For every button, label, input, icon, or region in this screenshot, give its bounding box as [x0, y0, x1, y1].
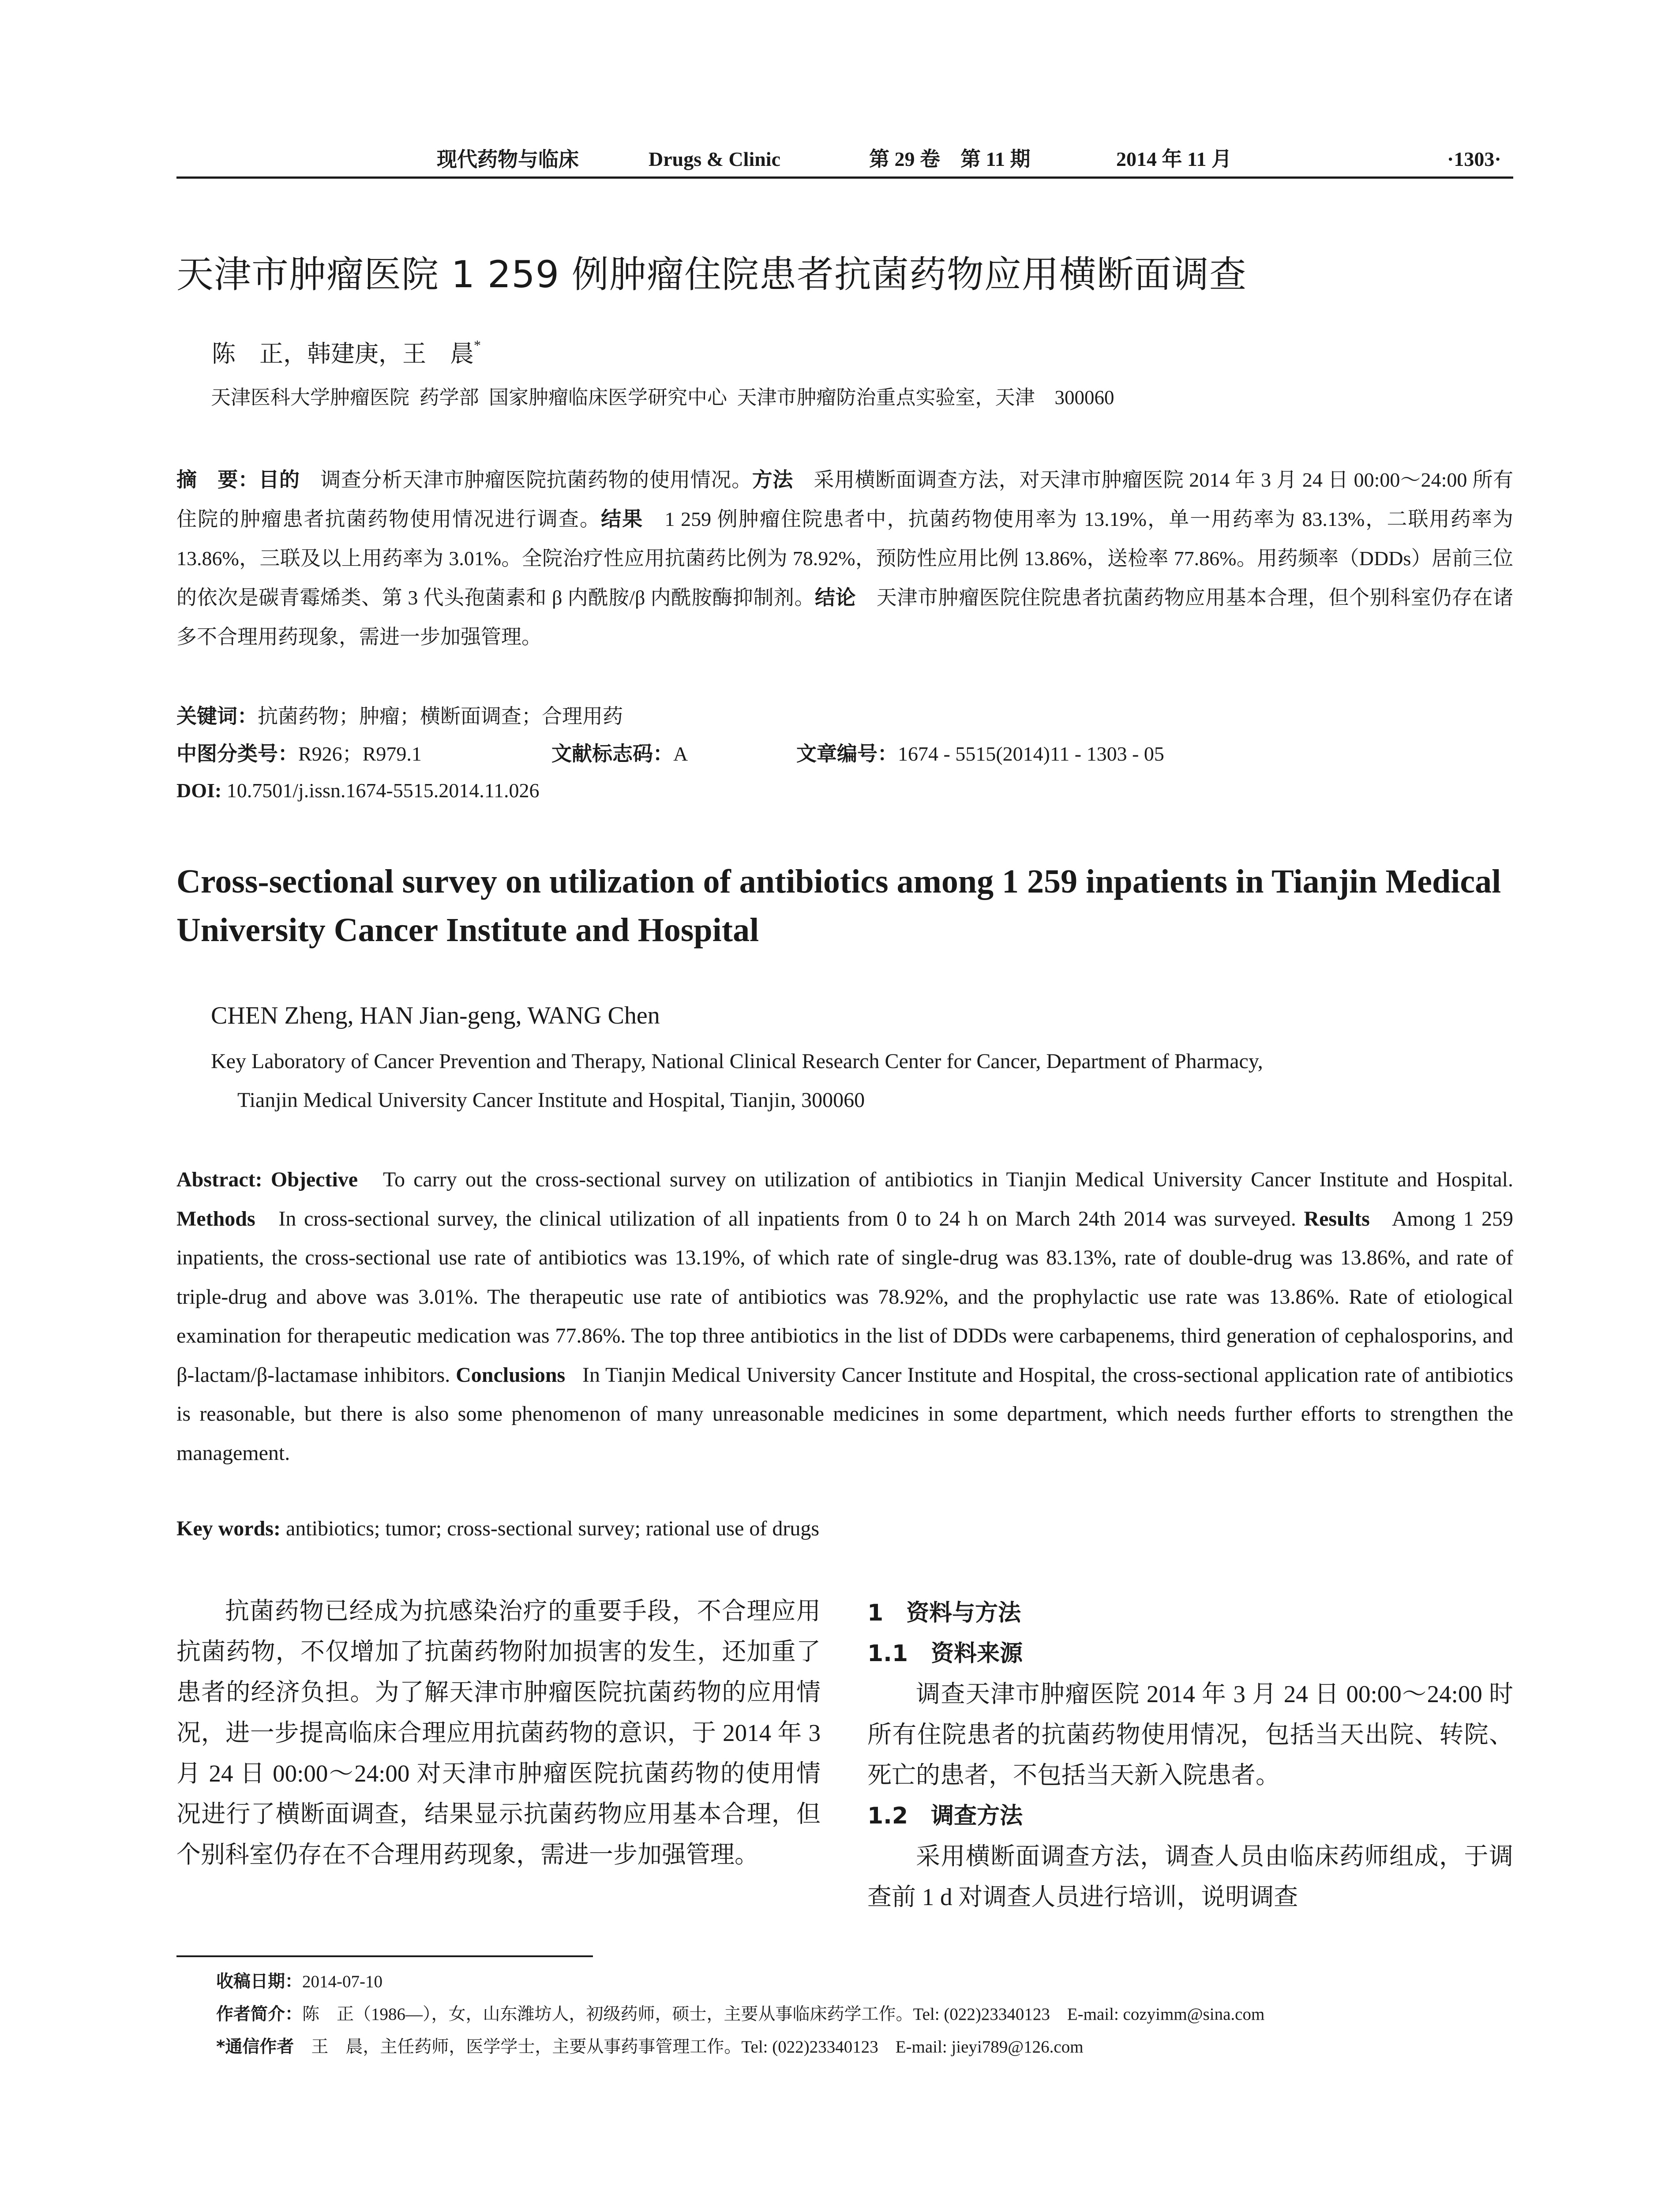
conclusions-en-text: In Tianjin Medical University Cancer Institute and Hospital, the cross-sectional application rate of antibiotics is reasonable, but there is also some phenomenon of many unreasonable medicines in some department, which needs further efforts to strengthen the management.: [176, 1363, 1514, 1465]
results-en-label: Results: [1304, 1207, 1370, 1231]
doi-value: 10.7501/j.issn.1674-5515.2014.11.026: [226, 779, 540, 802]
affiliation-en-line2: Tianjin Medical University Cancer Institute and Hospital, Tianjin, 300060: [237, 1088, 865, 1112]
authors-en: CHEN Zheng, HAN Jian-geng, WANG Chen: [211, 1002, 660, 1029]
footnote-received: [216, 1966, 1513, 1998]
corresponding-text: 王 晨，主任药师，医学学士，主要从事药事管理工作。Tel: (022)23340123 E-mail: jieyi789@126.com: [311, 2037, 1084, 2056]
results-cn-text: 1 259 例肿瘤住院患者中，抗菌药物使用率为 13.19%，单一用药率为 83.13%，二联用药率为 13.86%，三联及以上用药率为 3.01%。全院治疗性应用抗菌药比例为 78.92%，预防性应用比例 13.86%，送检率 77.86%。用药频率（DDDs）居前三位的依次是碳青霉烯类、第 3 代头孢菌素和 β 内酰胺/β 内酰胺酶抑制剂。: [176, 508, 1514, 609]
doc-code-label: 文献标志码：: [551, 742, 673, 765]
methods-en-text: In cross-sectional survey, the clinical utilization of all inpatients from 0 to 24 h on March 24th 2014 was surveyed.: [278, 1207, 1296, 1231]
keywords-en: [176, 1511, 819, 1546]
classification-line: [176, 736, 1513, 771]
footnote-corresponding: [216, 2031, 1513, 2063]
section-1-2-heading: 1.2 调查方法: [867, 1803, 1023, 1829]
page-number: ·1303·: [1447, 148, 1501, 170]
footnote-rule: [176, 1955, 593, 1957]
abstract-cn: [176, 460, 1513, 657]
author-bio-label: 作者简介：: [216, 2004, 303, 2024]
affiliation-cn: 天津医科大学肿瘤医院 药学部 国家肿瘤临床医学研究中心 天津市肿瘤防治重点实验室，天津 300060: [211, 386, 1114, 409]
authors-cn: [212, 336, 481, 371]
article-no-block: [796, 736, 1164, 772]
volume-issue: 第 29 卷 第 11 期: [869, 148, 1031, 170]
received-date: 2014-07-10: [302, 1972, 382, 1991]
doc-code-value: A: [673, 743, 688, 765]
article-no-label: 文章编号：: [796, 742, 898, 765]
journal-name-en: Drugs & Clinic: [649, 148, 780, 170]
conclusions-en-label: Conclusions: [456, 1363, 566, 1387]
abstract-en-label: Abstract:: [176, 1168, 262, 1191]
abstract-en: [176, 1160, 1513, 1473]
doc-code-block: [551, 736, 688, 772]
article-title-cn: 天津市肿瘤医院 1 259 例肿瘤住院患者抗菌药物应用横断面调查: [176, 253, 1247, 296]
clc-value: R926；R979.1: [298, 743, 422, 765]
article-no-value: 1674 - 5515(2014)11 - 1303 - 05: [898, 743, 1164, 765]
conclusions-cn-label: 结论: [815, 585, 856, 609]
author-bio-text: 陈 正（1986—），女，山东潍坊人，初级药师，硕士，主要从事临床药学工作。Tel: (022)23340123 E-mail: cozyimm@sina.com: [302, 2005, 1265, 2024]
keywords-en-text: antibiotics; tumor; cross-sectional survey; rational use of drugs: [285, 1517, 820, 1540]
journal-name-cn: 现代药物与临床: [437, 147, 579, 171]
keywords-cn-text: 抗菌药物；肿瘤；横断面调查；合理用药: [258, 705, 623, 728]
keywords-en-label: Key words:: [176, 1517, 281, 1540]
body-right-column: [867, 1593, 1513, 1917]
received-label: 收稿日期：: [216, 1972, 303, 1992]
intro-paragraph: 抗菌药物已经成为抗感染治疗的重要手段，不合理应用抗菌药物，不仅增加了抗菌药物附加损害的发生，还加重了患者的经济负担。为了解天津市肿瘤医院抗菌药物的应用情况，进一步提高临床合理应用抗菌药物的意识，于 2014 年 3 月 24 日 00:00～24:00 对天津市肿瘤医院抗菌药物的使用情况进行了横断面调查，结果显示抗菌药物应用基本合理，但个别科室仍存在不合理用药现象，需进一步加强管理。: [176, 1598, 821, 1868]
abstract-cn-label: 摘 要：: [176, 468, 259, 491]
footnote-author: [216, 1998, 1513, 2031]
objective-cn-label: 目的: [259, 468, 300, 491]
header-rule: [176, 176, 1513, 179]
keywords-cn-label: 关键词：: [176, 704, 258, 728]
section-1-heading: 1 资料与方法: [867, 1600, 1021, 1626]
methods-en-label: Methods: [176, 1207, 255, 1231]
results-en-text: Among 1 259 inpatients, the cross-sectional use rate of antibiotics was 13.19%, of which rate of single-drug was 83.13%, rate of double-drug was 13.86%, and rate of triple-drug and above was 3.01%. The therapeutic use rate of antibiotics was 78.92%, and the prophylactic use rate was 13.86%. Rate of etiological examination for therapeutic medication was 77.86%. The top three antibiotics in the list of DDDs were carbapenems, third generation of cephalosporins, and β-lactam/β-lactamase inhibitors.: [176, 1207, 1514, 1387]
body-left-column: [176, 1591, 821, 1875]
issue-date: 2014 年 11 月: [1116, 148, 1232, 170]
authors-cn-names: 陈 正，韩建庚，王 晨: [212, 341, 474, 367]
corresponding-mark: *: [474, 337, 481, 353]
running-header: [176, 144, 1513, 175]
section-1-1-heading: 1.1 资料来源: [867, 1640, 1023, 1667]
methods-cn-text: 采用横断面调查方法，对天津市肿瘤医院 2014 年 3 月 24 日 00:00～24:00 所有住院的肿瘤患者抗菌药物使用情况进行调查。: [176, 469, 1514, 530]
corresponding-label: *通信作者: [216, 2037, 294, 2057]
conclusions-cn-text: 天津市肿瘤医院住院患者抗菌药物应用基本合理，但个别科室仍存在诸多不合理用药现象，需进一步加强管理。: [176, 586, 1514, 648]
section-1-1-paragraph: 调查天津市肿瘤医院 2014 年 3 月 24 日 00:00～24:00 时所有住院患者的抗菌药物使用情况，包括当天出院、转院、死亡的患者，不包括当天新入院患者。: [867, 1681, 1513, 1789]
doi-line: [176, 773, 540, 808]
keywords-cn: [176, 698, 623, 734]
affiliation-en-line1: Key Laboratory of Cancer Prevention and Therapy, National Clinical Research Center for Cancer, Department of Pharmacy,: [211, 1050, 1263, 1073]
methods-cn-label: 方法: [752, 468, 793, 491]
affiliation-en: [211, 1042, 1513, 1120]
section-1-2-paragraph: 采用横断面调查方法，调查人员由临床药师组成，于调查前 1 d 对调查人员进行培训，说明调查: [867, 1843, 1513, 1910]
results-cn-label: 结果: [601, 507, 644, 531]
footnotes: [216, 1966, 1513, 2063]
article-title-en: Cross-sectional survey on utilization of antibiotics among 1 259 inpatients in Tianjin Medical University Cancer Institute and Hospital: [176, 863, 1501, 949]
objective-en-label: Objective: [270, 1168, 358, 1191]
doi-label: DOI:: [176, 779, 222, 802]
clc-label: 中图分类号：: [176, 742, 298, 765]
objective-en-text: To carry out the cross-sectional survey on utilization of antibiotics in Tianjin Medical University Cancer Institute and Hospital.: [382, 1168, 1513, 1191]
objective-cn-text: 调查分析天津市肿瘤医院抗菌药物的使用情况。: [320, 469, 752, 491]
clc-block: [176, 736, 422, 772]
